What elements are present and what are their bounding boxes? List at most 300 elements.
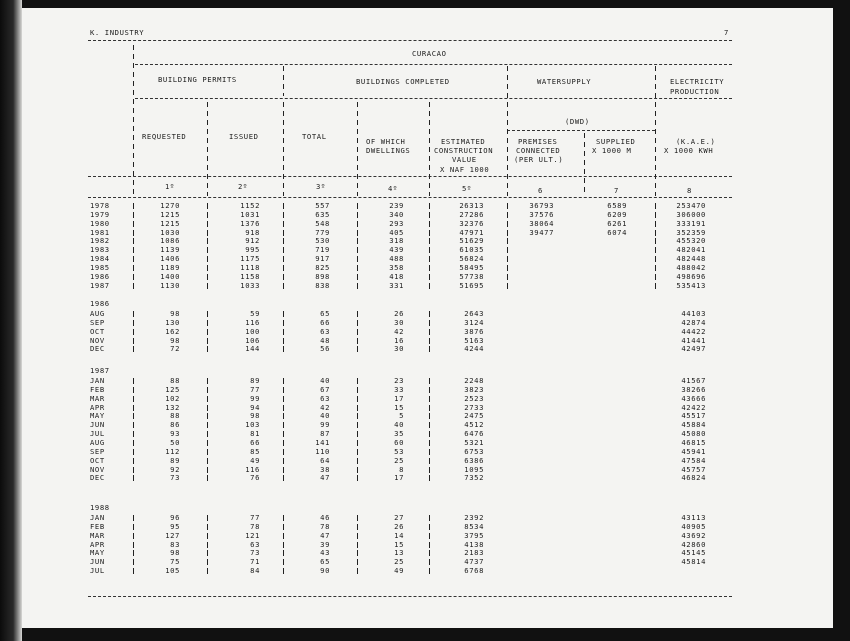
row-separator [357, 475, 358, 481]
table-cell: 26 [394, 309, 404, 318]
row-separator [357, 265, 358, 271]
col-est-3: VALUE [452, 155, 477, 164]
table-cell: 99 [250, 393, 260, 403]
col-est-1: ESTIMATED [441, 137, 486, 146]
row-separator [133, 396, 134, 402]
row-separator [429, 387, 430, 393]
row-separator [207, 230, 208, 236]
table-cell: 102 [165, 393, 180, 403]
row-separator [429, 247, 430, 253]
table-cell: 88 [170, 411, 180, 421]
row-separator [507, 256, 508, 262]
table-cell: 90 [320, 566, 330, 576]
row-separator [429, 431, 430, 437]
table-cell: 32376 [459, 218, 484, 228]
table-cell: 27 [394, 513, 404, 522]
row-separator [207, 405, 208, 411]
row-separator [283, 265, 284, 271]
row-separator [133, 378, 134, 384]
col-dwellings-1: OF WHICH [366, 137, 406, 146]
row-separator [133, 230, 134, 236]
row-separator [133, 542, 134, 548]
section-title: K. INDUSTRY [90, 28, 145, 37]
row-separator [429, 550, 430, 556]
table-cell: 56 [320, 344, 330, 354]
table-cell: 56824 [459, 254, 484, 264]
row-separator [133, 568, 134, 574]
row-separator [357, 542, 358, 548]
table-cell: 253470 [676, 201, 706, 210]
table-cell: 1030 [160, 227, 180, 237]
row-label: SEP [90, 317, 105, 327]
row-separator [283, 320, 284, 326]
table-cell: 1376 [240, 218, 260, 228]
row-separator [133, 311, 134, 317]
table-cell: 6209 [607, 209, 627, 219]
row-separator [429, 475, 430, 481]
table-cell: 127 [165, 530, 180, 540]
row-separator [429, 422, 430, 428]
table-cell: 6768 [464, 566, 484, 576]
row-separator [357, 387, 358, 393]
row-separator [429, 203, 430, 209]
table-cell: 405 [389, 227, 404, 237]
table-cell: 42 [320, 402, 330, 412]
table-cell: 105 [165, 566, 180, 576]
table-cell: 88 [170, 376, 180, 385]
row-label: MAR [90, 530, 105, 540]
table-cell: 96 [170, 513, 180, 522]
table-cell: 2523 [464, 393, 484, 403]
row-separator [207, 396, 208, 402]
col-premises-2: CONNECTED [516, 146, 561, 155]
table-cell: 45517 [681, 411, 706, 421]
row-separator [133, 387, 134, 393]
col-requested: REQUESTED [142, 132, 187, 141]
table-cell: 306000 [676, 209, 706, 219]
colnum-8: 8 [687, 186, 692, 195]
rule-bottom [88, 596, 732, 597]
row-separator [429, 378, 430, 384]
row-separator [655, 256, 656, 262]
row-separator [429, 524, 430, 530]
table-cell: 1270 [160, 201, 180, 210]
row-separator [133, 405, 134, 411]
col-kae-2: X 1000 KWH [664, 146, 714, 155]
table-cell: 293 [389, 218, 404, 228]
row-separator [429, 533, 430, 539]
document-page [22, 8, 833, 628]
row-separator [429, 256, 430, 262]
table-cell: 81 [250, 429, 260, 439]
row-separator [133, 449, 134, 455]
row-separator [207, 238, 208, 244]
row-separator [133, 320, 134, 326]
table-cell: 352359 [676, 227, 706, 237]
row-label: 1985 [90, 262, 110, 272]
row-separator [655, 274, 656, 280]
row-separator [357, 203, 358, 209]
table-cell: 3823 [464, 384, 484, 394]
table-cell: 51629 [459, 236, 484, 246]
row-separator [507, 247, 508, 253]
table-cell: 557 [315, 201, 330, 210]
row-separator [283, 221, 284, 227]
table-cell: 93 [170, 429, 180, 439]
table-cell: 1130 [160, 280, 180, 290]
table-cell: 912 [245, 236, 260, 246]
rule-dwd [507, 130, 655, 131]
row-separator [429, 230, 430, 236]
row-separator [133, 329, 134, 335]
row-separator [429, 274, 430, 280]
vsep-col-3 [357, 102, 358, 196]
table-cell: 94 [250, 402, 260, 412]
row-separator [283, 550, 284, 556]
row-separator [133, 475, 134, 481]
row-separator [429, 221, 430, 227]
table-cell: 488 [389, 254, 404, 264]
row-separator [133, 413, 134, 419]
row-separator [357, 440, 358, 446]
table-cell: 63 [320, 393, 330, 403]
row-separator [207, 378, 208, 384]
colnum-2: 2º [238, 182, 248, 191]
table-cell: 85 [250, 446, 260, 456]
table-cell: 5163 [464, 335, 484, 345]
row-separator [357, 283, 358, 289]
row-label: 1981 [90, 227, 110, 237]
table-cell: 60 [394, 437, 404, 447]
row-separator [357, 212, 358, 218]
row-separator [429, 449, 430, 455]
table-cell: 1033 [240, 280, 260, 290]
table-cell: 51695 [459, 280, 484, 290]
table-cell: 918 [245, 227, 260, 237]
table-cell: 30 [394, 344, 404, 354]
row-label: JUL [90, 429, 105, 439]
table-cell: 121 [245, 530, 260, 540]
row-separator [207, 283, 208, 289]
table-cell: 535413 [676, 280, 706, 290]
row-separator [133, 559, 134, 565]
table-cell: 98 [170, 548, 180, 558]
table-cell: 66 [320, 317, 330, 327]
row-label: FEB [90, 521, 105, 531]
table-cell: 89 [170, 455, 180, 465]
row-separator [357, 221, 358, 227]
table-cell: 30 [394, 317, 404, 327]
row-label: DEC [90, 344, 105, 354]
table-cell: 58495 [459, 262, 484, 272]
table-cell: 488042 [676, 262, 706, 272]
row-label: SEP [90, 446, 105, 456]
table-cell: 73 [170, 473, 180, 483]
row-separator [283, 247, 284, 253]
table-cell: 482448 [676, 254, 706, 264]
table-cell: 2475 [464, 411, 484, 421]
row-separator [207, 440, 208, 446]
row-separator [283, 203, 284, 209]
col-est-4: X NAF 1000 [440, 165, 490, 174]
row-label: JUL [90, 566, 105, 576]
colnum-1: 1º [165, 182, 175, 191]
row-separator [207, 422, 208, 428]
table-cell: 6476 [464, 429, 484, 439]
block-year-label: 1986 [90, 299, 110, 309]
row-separator [207, 568, 208, 574]
row-separator [283, 256, 284, 262]
table-cell: 779 [315, 227, 330, 237]
table-cell: 46815 [681, 437, 706, 447]
row-separator [283, 378, 284, 384]
table-cell: 333191 [676, 218, 706, 228]
table-cell: 2643 [464, 309, 484, 318]
table-cell: 89 [250, 376, 260, 385]
table-cell: 16 [394, 335, 404, 345]
row-separator [429, 515, 430, 521]
table-cell: 45757 [681, 464, 706, 474]
table-cell: 75 [170, 557, 180, 567]
table-cell: 42497 [681, 344, 706, 354]
table-cell: 106 [245, 335, 260, 345]
table-cell: 40 [394, 420, 404, 430]
row-separator [207, 387, 208, 393]
row-separator [429, 320, 430, 326]
row-label: JUN [90, 420, 105, 430]
table-cell: 6261 [607, 218, 627, 228]
row-separator [429, 346, 430, 352]
row-separator [507, 238, 508, 244]
rule-groups [135, 98, 732, 99]
row-separator [357, 449, 358, 455]
table-cell: 45080 [681, 429, 706, 439]
row-separator [429, 467, 430, 473]
table-cell: 898 [315, 271, 330, 281]
table-cell: 418 [389, 271, 404, 281]
row-separator [429, 283, 430, 289]
col-est-2: CONSTRUCTION [434, 146, 494, 155]
row-separator [357, 524, 358, 530]
row-separator [507, 230, 508, 236]
rule-colheads [88, 176, 732, 177]
table-cell: 530 [315, 236, 330, 246]
row-separator [357, 274, 358, 280]
table-cell: 838 [315, 280, 330, 290]
table-cell: 45941 [681, 446, 706, 456]
table-cell: 1215 [160, 209, 180, 219]
col-issued: ISSUED [229, 132, 259, 141]
table-cell: 455320 [676, 236, 706, 246]
row-label: AUG [90, 309, 105, 318]
row-separator [655, 230, 656, 236]
row-separator [357, 413, 358, 419]
table-cell: 38064 [529, 218, 554, 228]
row-separator [283, 413, 284, 419]
row-separator [429, 440, 430, 446]
row-separator [357, 533, 358, 539]
table-cell: 25 [394, 557, 404, 567]
row-separator [133, 467, 134, 473]
table-cell: 47584 [681, 455, 706, 465]
table-cell: 63 [250, 539, 260, 549]
table-cell: 2392 [464, 513, 484, 522]
row-separator [207, 320, 208, 326]
group-buildings-completed: BUILDINGS COMPLETED [356, 77, 450, 86]
table-cell: 14 [394, 530, 404, 540]
row-separator [357, 515, 358, 521]
table-cell: 44422 [681, 326, 706, 336]
table-cell: 95 [170, 521, 180, 531]
page-number: 7 [724, 28, 729, 37]
table-cell: 40 [320, 376, 330, 385]
table-cell: 6753 [464, 446, 484, 456]
row-separator [507, 221, 508, 227]
table-cell: 116 [245, 464, 260, 474]
table-cell: 4737 [464, 557, 484, 567]
table-cell: 439 [389, 245, 404, 255]
table-cell: 2183 [464, 548, 484, 558]
table-cell: 71 [250, 557, 260, 567]
table-cell: 331 [389, 280, 404, 290]
row-separator [357, 396, 358, 402]
rule-region [135, 64, 732, 65]
row-separator [207, 550, 208, 556]
row-separator [283, 274, 284, 280]
table-cell: 42 [394, 326, 404, 336]
table-cell: 6386 [464, 455, 484, 465]
colnum-6: 6 [538, 186, 543, 195]
row-separator [283, 338, 284, 344]
col-total: TOTAL [302, 132, 327, 141]
row-separator [133, 283, 134, 289]
row-separator [507, 283, 508, 289]
table-cell: 39477 [529, 227, 554, 237]
row-label: 1984 [90, 254, 110, 264]
row-separator [507, 265, 508, 271]
row-label: 1978 [90, 201, 110, 210]
row-separator [429, 238, 430, 244]
row-separator [207, 542, 208, 548]
row-separator [283, 329, 284, 335]
table-cell: 1118 [240, 262, 260, 272]
table-cell: 3876 [464, 326, 484, 336]
table-cell: 719 [315, 245, 330, 255]
table-cell: 43 [320, 548, 330, 558]
table-cell: 43692 [681, 530, 706, 540]
row-separator [655, 212, 656, 218]
table-cell: 45814 [681, 557, 706, 567]
table-cell: 38 [320, 464, 330, 474]
table-cell: 40905 [681, 521, 706, 531]
colnum-7: 7 [614, 186, 619, 195]
row-separator [283, 283, 284, 289]
row-separator [207, 274, 208, 280]
table-cell: 15 [394, 402, 404, 412]
table-cell: 50 [170, 437, 180, 447]
row-label: 1980 [90, 218, 110, 228]
vsep-col-6 [584, 133, 585, 196]
table-cell: 65 [320, 557, 330, 567]
table-cell: 100 [245, 326, 260, 336]
table-cell: 92 [170, 464, 180, 474]
block-year-label: 1987 [90, 366, 110, 376]
block-year-label: 1988 [90, 503, 110, 513]
table-cell: 47 [320, 530, 330, 540]
row-separator [207, 311, 208, 317]
row-label: APR [90, 402, 105, 412]
row-label: OCT [90, 455, 105, 465]
row-separator [133, 256, 134, 262]
row-separator [133, 550, 134, 556]
row-separator [207, 338, 208, 344]
row-label: 1983 [90, 245, 110, 255]
row-separator [357, 467, 358, 473]
row-label: 1979 [90, 209, 110, 219]
table-cell: 5321 [464, 437, 484, 447]
table-cell: 41441 [681, 335, 706, 345]
region-header: CURACAO [412, 49, 447, 58]
row-separator [429, 559, 430, 565]
table-cell: 87 [320, 429, 330, 439]
table-cell: 84 [250, 566, 260, 576]
table-cell: 8534 [464, 521, 484, 531]
row-separator [283, 533, 284, 539]
table-cell: 318 [389, 236, 404, 246]
row-separator [283, 311, 284, 317]
vsep-group-2 [507, 66, 508, 196]
table-cell: 498696 [676, 271, 706, 281]
table-cell: 83 [170, 539, 180, 549]
row-separator [507, 274, 508, 280]
row-label: MAR [90, 393, 105, 403]
table-cell: 49 [394, 566, 404, 576]
table-cell: 25 [394, 455, 404, 465]
table-cell: 77 [250, 513, 260, 522]
row-separator [133, 274, 134, 280]
table-cell: 1095 [464, 464, 484, 474]
table-cell: 1400 [160, 271, 180, 281]
table-cell: 7352 [464, 473, 484, 483]
table-cell: 825 [315, 262, 330, 272]
table-cell: 548 [315, 218, 330, 228]
row-separator [283, 230, 284, 236]
colnum-5: 5º [462, 184, 472, 193]
row-separator [655, 203, 656, 209]
row-separator [357, 431, 358, 437]
table-cell: 6074 [607, 227, 627, 237]
row-label: APR [90, 539, 105, 549]
row-separator [429, 458, 430, 464]
table-cell: 33 [394, 384, 404, 394]
table-cell: 66 [250, 437, 260, 447]
row-separator [429, 568, 430, 574]
row-separator [283, 475, 284, 481]
row-separator [283, 524, 284, 530]
row-separator [207, 413, 208, 419]
row-separator [133, 221, 134, 227]
row-separator [207, 256, 208, 262]
col-supplied-2: X 1000 M [592, 146, 632, 155]
table-cell: 635 [315, 209, 330, 219]
table-cell: 78 [320, 521, 330, 531]
table-cell: 1158 [240, 271, 260, 281]
vsep-stub [133, 45, 134, 195]
table-cell: 116 [245, 317, 260, 327]
table-cell: 72 [170, 344, 180, 354]
table-cell: 1215 [160, 218, 180, 228]
table-cell: 99 [320, 420, 330, 430]
